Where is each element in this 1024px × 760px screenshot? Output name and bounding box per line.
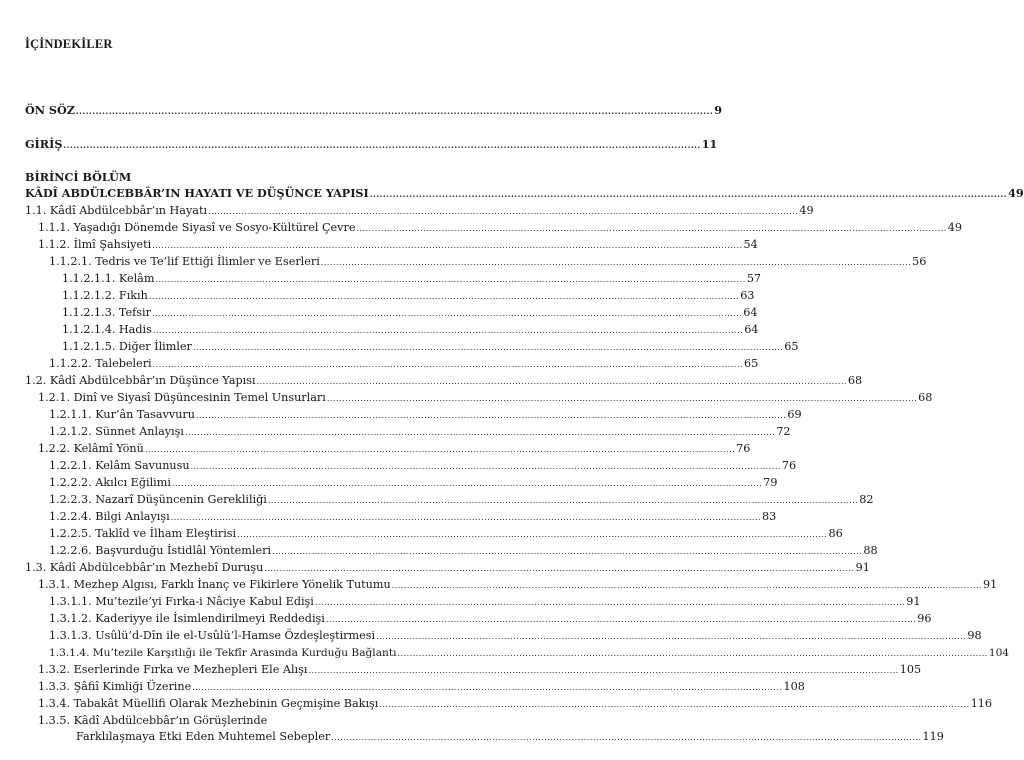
toc-entry-label: 1.1.2.1.4. Hadis (62, 323, 152, 336)
toc-entry-label: 1.3.1. Mezhep Algısı, Farklı İnanç ve Fikirlere Yönelik Tutumu (38, 578, 391, 591)
toc-entry (62, 272, 762, 287)
dot-leader: .................................................................................................................................................................................................. (208, 207, 799, 216)
toc-page-number: 63 (740, 289, 755, 302)
toc-entry (25, 561, 870, 576)
toc-entry-label: 1.2.2.3. Nazarî Düşüncenin Gerekliliği (49, 493, 267, 506)
toc-page-number: 91 (855, 561, 870, 574)
toc-entry (49, 476, 778, 491)
toc-entry (49, 408, 802, 423)
toc-entry-label: 1.1.2.1.2. Fıkıh (62, 289, 148, 302)
toc-page-number: 96 (917, 612, 932, 625)
dot-leader: .................................................................................................................................................................................................. (75, 106, 714, 116)
toc-page-number: 116 (970, 697, 993, 710)
toc-entry (49, 493, 874, 508)
toc-entry-label: 1.1.2.1.3. Tefsir (62, 306, 151, 319)
dot-leader: .................................................................................................................................................................................................. (152, 360, 743, 369)
toc-entry (62, 323, 759, 338)
toc-entry-label: KÂDÎ ABDÜLCEBBÂR’IN HAYATI VE DÜŞÜNCE YAPISI (25, 186, 369, 200)
toc-page-number: 49 (947, 221, 963, 234)
toc-entry-label: 1.3.1.4. Mu’tezile Karşıtlığı ile Tekfîr Arasında Kurduğu Bağlantı (49, 647, 397, 659)
dot-leader: .................................................................................................................................................................................................. (237, 530, 828, 539)
toc-entry (49, 612, 932, 627)
toc-entry (25, 374, 863, 389)
toc-page-number: 11 (701, 137, 718, 151)
toc-entry-label: 1.2. Kâdî Abdülcebbâr’ın Düşünce Yapısı (25, 374, 256, 387)
toc-entry-label: 1.3.1.1. Mu’tezile’yi Fırka-i Nâciye Kabul Edişi (49, 595, 314, 608)
dot-leader: .................................................................................................................................................................................................. (397, 649, 988, 658)
toc-entry (49, 425, 791, 440)
toc-entry-introduction (25, 137, 718, 152)
toc-page-number: 68 (918, 391, 933, 404)
toc-page-number: 88 (863, 544, 878, 557)
toc-page-number: 72 (776, 425, 791, 438)
toc-entry-label: 1.3. Kâdî Abdülcebbâr’ın Mezhebî Duruşu (25, 561, 264, 574)
toc-entry (62, 289, 755, 304)
toc-entry-label: 1.3.5. Kâdî Abdülcebbâr’ın Görüşlerinde (38, 714, 268, 727)
toc-entry-label: 1.1.1. Yaşadığı Dönemde Siyasî ve Sosyo-Kültürel Çevre (38, 221, 356, 234)
toc-entry-label: 1.3.1.2. Kaderiyye ile İsimlendirilmeyi Reddedişi (49, 612, 325, 625)
dot-leader: .................................................................................................................................................................................................. (256, 377, 847, 386)
dot-leader: .................................................................................................................................................................................................. (151, 309, 743, 318)
toc-entry (38, 391, 933, 406)
dot-leader: .................................................................................................................................................................................................. (308, 666, 899, 675)
toc-entry-label: 1.2.1. Dinî ve Siyasî Düşüncesinin Temel Unsurları (38, 391, 326, 404)
toc-page-number: 82 (859, 493, 874, 506)
toc-page-number: 56 (912, 255, 927, 268)
dot-leader: .................................................................................................................................................................................................. (148, 292, 740, 301)
toc-page-number: 54 (743, 238, 758, 251)
dot-leader: .................................................................................................................................................................................................. (195, 411, 787, 420)
toc-entry-label: 1.2.2.5. Taklîd ve İlham Eleştirisi (49, 527, 237, 540)
toc-entry (62, 306, 758, 321)
dot-leader: .................................................................................................................................................................................................. (152, 241, 743, 250)
toc-page-number: 76 (736, 442, 751, 455)
dot-leader: .................................................................................................................................................................................................. (264, 564, 855, 573)
toc-entry-preface (25, 103, 722, 118)
toc-entry (49, 459, 797, 474)
toc-entry-label: 1.1.2.1. Tedris ve Te’lif Ettiği İlimler ve Eserleri (49, 255, 320, 268)
toc-entry (38, 680, 805, 695)
toc-entry-label: Farklılaşmaya Etki Eden Muhtemel Sebepler (76, 730, 331, 743)
toc-page-number: 105 (899, 663, 922, 676)
dot-leader: .................................................................................................................................................................................................. (152, 326, 744, 335)
toc-page-number: 57 (746, 272, 762, 285)
toc-entry-label: GİRİŞ (25, 137, 63, 151)
toc-page-number: 64 (744, 323, 759, 336)
toc-entry (38, 221, 963, 236)
dot-leader: .................................................................................................................................................................................................. (170, 513, 762, 522)
toc-entry-label: 1.2.2.4. Bilgi Anlayışı (49, 510, 170, 523)
toc-heading: İÇİNDEKİLER (25, 37, 113, 51)
dot-leader: .................................................................................................................................................................................................. (320, 258, 912, 267)
dot-leader: .................................................................................................................................................................................................. (379, 700, 970, 709)
toc-page-number: 64 (743, 306, 758, 319)
toc-entry-label: 1.2.1.1. Kur’ân Tasavvuru (49, 408, 195, 421)
dot-leader: .................................................................................................................................................................................................. (391, 581, 983, 590)
toc-entry-label: 1.1.2. İlmî Şahsiyeti (38, 238, 152, 251)
toc-page-number: 76 (781, 459, 797, 472)
toc-entry (38, 697, 993, 712)
toc-page-number: 69 (787, 408, 802, 421)
toc-entry-label: 1.1.2.1.1. Kelâm (62, 272, 155, 285)
toc-page-number: 49 (799, 204, 814, 217)
part-label: BİRİNCİ BÖLÜM (25, 170, 132, 184)
toc-page-number: 65 (784, 340, 799, 353)
toc-entry (49, 527, 843, 542)
dot-leader: .................................................................................................................................................................................................. (155, 275, 746, 284)
toc-entry (38, 442, 751, 457)
toc-entry-label: 1.2.2.2. Akılcı Eğilimi (49, 476, 171, 489)
toc-entry-label: 1.3.2. Eserlerinde Fırka ve Mezhepleri Ele Alışı (38, 663, 308, 676)
toc-entry (25, 204, 814, 219)
toc-page-number: 79 (763, 476, 778, 489)
dot-leader: .................................................................................................................................................................................................. (190, 462, 781, 471)
dot-leader: .................................................................................................................................................................................................. (144, 445, 736, 454)
toc-entry-label: 1.2.2.1. Kelâm Savunusu (49, 459, 190, 472)
toc-entry-label: 1.1.2.2. Talebeleri (49, 357, 152, 370)
dot-leader: .................................................................................................................................................................................................. (184, 428, 776, 437)
toc-page-number: 104 (988, 647, 1010, 659)
dot-leader: .................................................................................................................................................................................................. (376, 632, 967, 641)
toc-page-number: 49 (1008, 186, 1024, 200)
dot-leader: .................................................................................................................................................................................................. (171, 479, 763, 488)
toc-entry-label: 1.3.3. Şâfiî Kimliği Üzerine (38, 680, 192, 693)
toc-page-number: 91 (983, 578, 998, 591)
toc-entry (49, 255, 927, 270)
toc-entry-label: 1.1.2.1.5. Diğer İlimler (62, 340, 192, 353)
toc-page-number: 98 (967, 629, 982, 642)
dot-leader: .................................................................................................................................................................................................. (314, 598, 906, 607)
dot-leader: .................................................................................................................................................................................................. (63, 140, 701, 150)
toc-page-number: 119 (922, 730, 944, 743)
dot-leader: .................................................................................................................................................................................................. (356, 224, 947, 233)
dot-leader: .................................................................................................................................................................................................. (325, 615, 917, 624)
dot-leader: .................................................................................................................................................................................................. (331, 733, 922, 742)
dot-leader: .................................................................................................................................................................................................. (192, 343, 784, 352)
toc-entry (62, 340, 799, 355)
dot-leader: .................................................................................................................................................................................................. (192, 683, 783, 692)
toc-entry (38, 238, 758, 253)
toc-entry (38, 714, 441, 728)
toc-page-number: 83 (762, 510, 777, 523)
toc-entry-label: 1.2.2.6. Başvurduğu İstidlâl Yöntemleri (49, 544, 272, 557)
dot-leader: .................................................................................................................................................................................................. (326, 394, 918, 403)
toc-page-number: 68 (847, 374, 863, 387)
toc-page-number: 108 (783, 680, 805, 693)
toc-entry-label: 1.1. Kâdî Abdülcebbâr’ın Hayatı (25, 204, 208, 217)
toc-entry-label: ÖN SÖZ (25, 103, 75, 117)
toc-page-number: 9 (714, 103, 722, 117)
toc-entry (49, 510, 777, 525)
toc-entry (49, 629, 982, 644)
toc-entry-label: 1.2.1.2. Sünnet Anlayışı (49, 425, 184, 438)
dot-leader: .................................................................................................................................................................................................. (267, 496, 859, 505)
toc-entry (38, 663, 922, 678)
toc-entry-label: 1.3.1.3. Usûlü’d-Dîn ile el-Usûlü’l-Hamse Özdeşleştirmesi (49, 629, 376, 642)
toc-page-number: 86 (828, 527, 843, 540)
dot-leader: .................................................................................................................................................................................................. (272, 547, 863, 556)
toc-entry (76, 730, 944, 745)
toc-entry (49, 544, 878, 559)
toc-entry-label: 1.3.4. Tabakât Müellifi Olarak Mezhebinin Geçmişine Bakışı (38, 697, 379, 710)
toc-entry (49, 646, 1010, 661)
toc-page-number: 65 (743, 357, 759, 370)
toc-entry-part-title (25, 186, 1024, 201)
toc-entry (49, 357, 759, 372)
toc-page-number: 91 (906, 595, 921, 608)
toc-entry (38, 578, 998, 593)
dot-leader: .................................................................................................................................................................................................. (369, 189, 1008, 199)
toc-entry (49, 595, 921, 610)
toc-entry-label: 1.2.2. Kelâmî Yönü (38, 442, 144, 455)
